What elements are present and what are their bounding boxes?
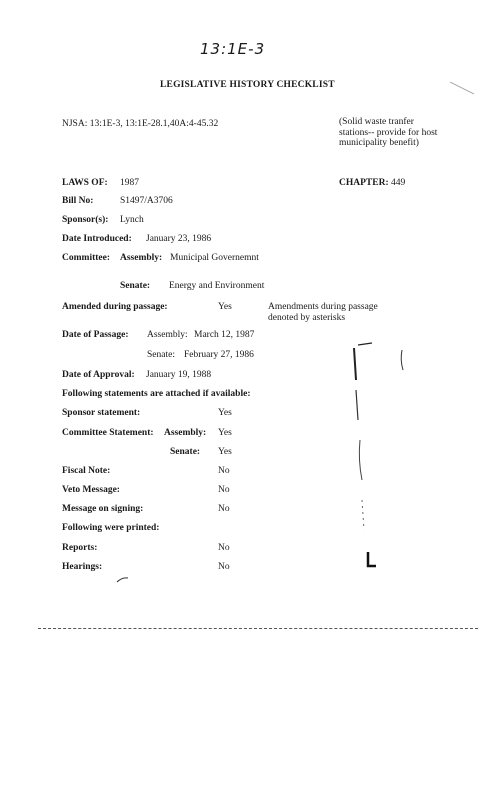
bill-no-value: S1497/A3706 bbox=[120, 196, 173, 206]
committee-statement-senate-label: Senate: bbox=[170, 447, 201, 457]
corner-mark bbox=[448, 78, 478, 98]
amended-value: Yes bbox=[218, 302, 232, 312]
veto-message-value: No bbox=[218, 485, 230, 495]
laws-of-label: LAWS OF: bbox=[62, 178, 108, 188]
chapter-value: 449 bbox=[391, 178, 406, 188]
scan-marks bbox=[340, 340, 420, 570]
sponsor-statement-value: Yes bbox=[218, 408, 232, 418]
committee-statement-label: Committee Statement: bbox=[62, 428, 154, 438]
date-introduced-label: Date Introduced: bbox=[62, 234, 132, 244]
date-of-approval-value: January 19, 1988 bbox=[146, 370, 212, 380]
subject-note: (Solid waste tranfer stations-- provide for host municipality benefit) bbox=[339, 117, 438, 148]
committee-label: Committee: bbox=[62, 253, 111, 263]
date-introduced-value: January 23, 1986 bbox=[146, 234, 212, 244]
reports-label: Reports: bbox=[62, 543, 98, 553]
committee-assembly-value: Municipal Governemnt bbox=[170, 253, 259, 263]
committee-statement-assembly-value: Yes bbox=[218, 428, 232, 438]
message-on-signing-value: No bbox=[218, 504, 230, 514]
njsa-citation: NJSA: 13:1E-3, 13:1E-28.1,40A:4-45.32 bbox=[62, 119, 219, 129]
passage-senate-label: Senate: bbox=[147, 350, 175, 360]
amended-label: Amended during passage: bbox=[62, 302, 168, 312]
handwritten-statute-number: 13:1E-3 bbox=[200, 40, 266, 58]
stray-mark bbox=[116, 576, 132, 584]
document-title: LEGISLATIVE HISTORY CHECKLIST bbox=[160, 80, 335, 90]
sponsor-statement-label: Sponsor statement: bbox=[62, 408, 141, 418]
fiscal-note-label: Fiscal Note: bbox=[62, 466, 111, 476]
amended-note: Amendments during passage denoted by asterisks bbox=[268, 302, 378, 323]
hearings-label: Hearings: bbox=[62, 562, 103, 572]
passage-senate-value: February 27, 1986 bbox=[184, 350, 254, 360]
reports-value: No bbox=[218, 543, 230, 553]
sponsor-value: Lynch bbox=[120, 215, 144, 225]
date-of-approval-label: Date of Approval: bbox=[62, 370, 135, 380]
committee-senate-value: Energy and Environment bbox=[169, 281, 265, 291]
veto-message-label: Veto Message: bbox=[62, 485, 120, 495]
committee-statement-assembly-label: Assembly: bbox=[164, 428, 207, 438]
message-on-signing-label: Message on signing: bbox=[62, 504, 144, 514]
committee-statement-senate-value: Yes bbox=[218, 447, 232, 457]
passage-assembly-label: Assembly: bbox=[147, 330, 188, 340]
bottom-dashed-rule bbox=[38, 628, 478, 629]
committee-assembly-label: Assembly: bbox=[120, 253, 163, 263]
chapter-label: CHAPTER: bbox=[339, 178, 389, 188]
sponsor-label: Sponsor(s): bbox=[62, 215, 109, 225]
fiscal-note-value: No bbox=[218, 466, 230, 476]
date-of-passage-label: Date of Passage: bbox=[62, 330, 129, 340]
bill-no-label: Bill No: bbox=[62, 196, 94, 206]
following-printed-heading: Following were printed: bbox=[62, 523, 160, 533]
following-attached-heading: Following statements are attached if available: bbox=[62, 389, 251, 399]
hearings-value: No bbox=[218, 562, 230, 572]
laws-of-value: 1987 bbox=[120, 178, 139, 188]
passage-assembly-value: March 12, 1987 bbox=[194, 330, 255, 340]
committee-senate-label: Senate: bbox=[120, 281, 151, 291]
